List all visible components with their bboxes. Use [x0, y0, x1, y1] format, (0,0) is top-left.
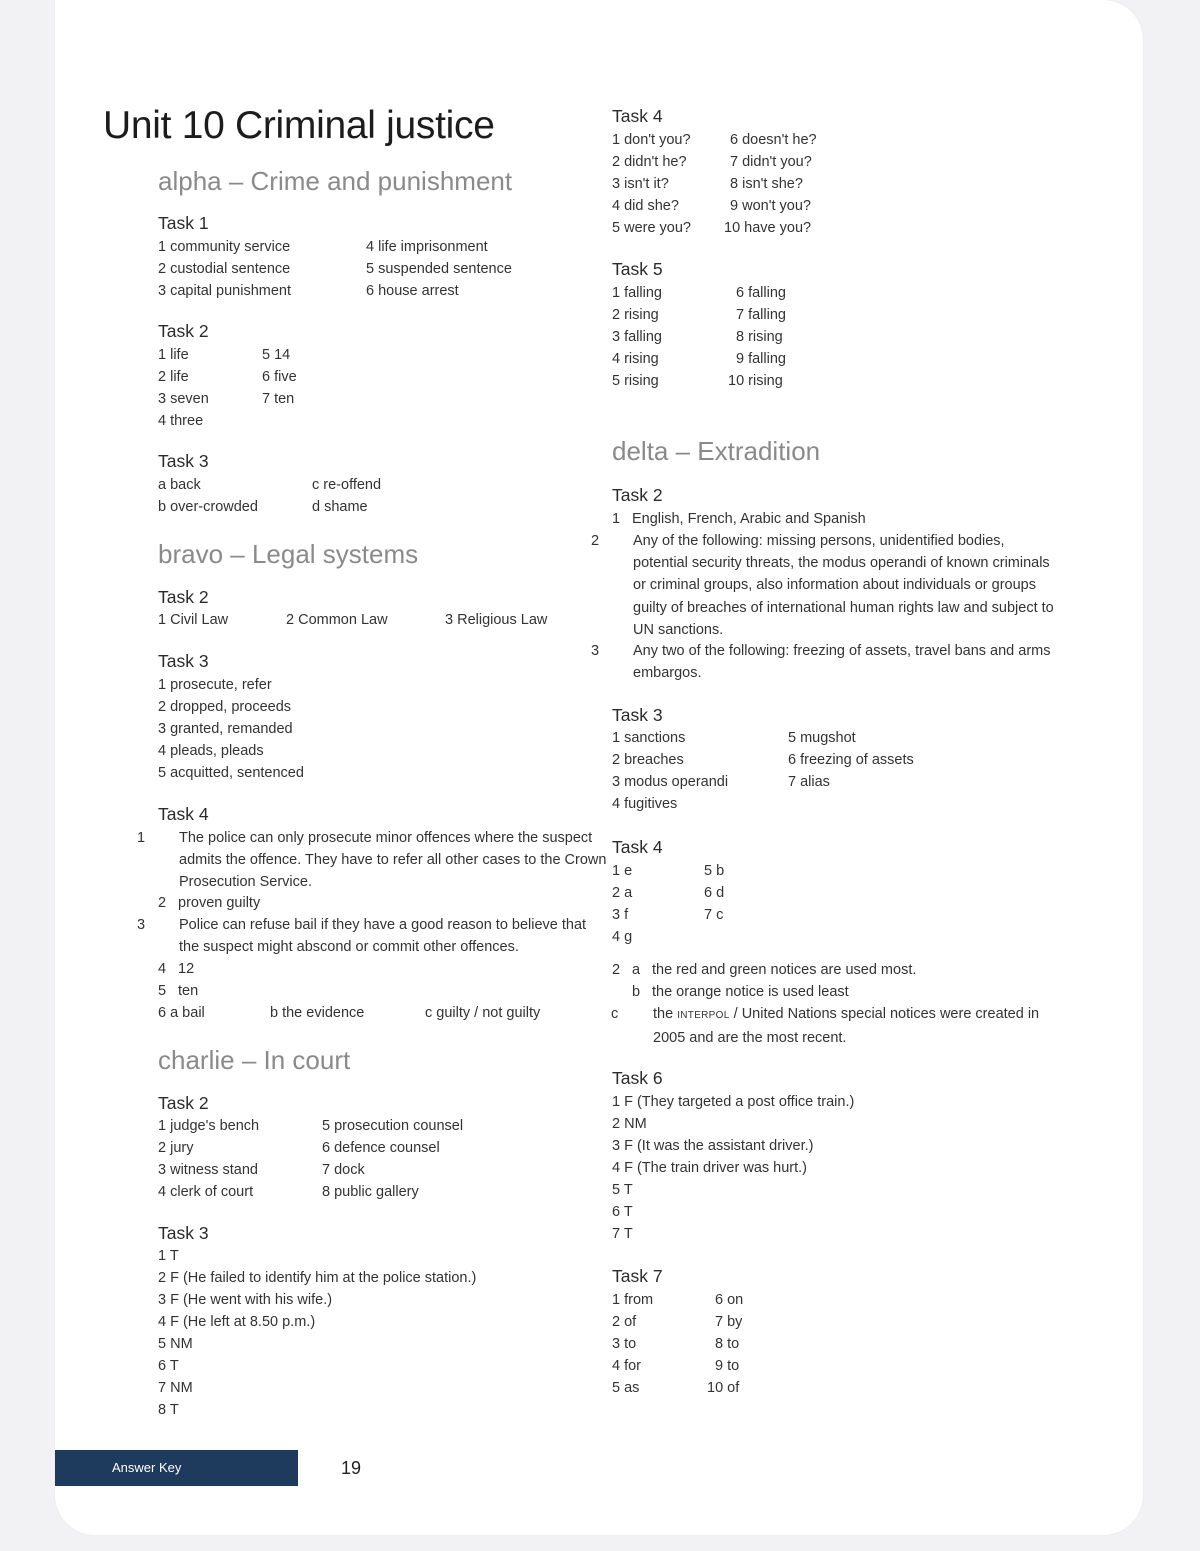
answer-paragraph: 2 Any of the following: missing persons, unidentified bodies, potential security threats, the modus operandi of known criminals or criminal groups, also information about individuals or groups guilty of breaches of international human rights law and subject to UN sanctions.	[591, 533, 1054, 638]
list-item: 6 T	[158, 1358, 179, 1374]
section-title-alpha: alpha – Crime and punishment	[158, 166, 513, 196]
list-item: 6 falling	[736, 285, 786, 301]
list-item: 4 F (He left at 8.50 p.m.)	[158, 1314, 316, 1330]
list-item: 1 don't you?	[612, 132, 691, 148]
list-item: 7 ten	[262, 391, 295, 407]
list-item: 3 capital punishment	[158, 283, 291, 299]
list-item: b the evidence	[270, 1005, 365, 1021]
list-item: 4 three	[158, 413, 204, 429]
list-item: b over-crowded	[158, 499, 258, 515]
list-item: 1 English, French, Arabic and Spanish	[612, 511, 866, 527]
list-item: 3 isn't it?	[612, 176, 669, 192]
list-item: 7 c	[704, 907, 724, 923]
list-item: 8 T	[158, 1402, 179, 1418]
list-item: 6 freezing of assets	[788, 752, 914, 768]
list-item: 1 community service	[158, 239, 291, 255]
list-item: 6 defence counsel	[322, 1140, 440, 1156]
list-item: 4 fugitives	[612, 796, 678, 812]
list-item: c guilty / not guilty	[425, 1005, 541, 1021]
list-item: 2 custodial sentence	[158, 261, 291, 277]
list-item: 5 14	[262, 347, 291, 363]
answer-paragraph: 3 Any two of the following: freezing of assets, travel bans and arms embargos.	[591, 643, 1051, 682]
list-item: c re-offend	[312, 477, 382, 493]
list-item: 2 breaches	[612, 752, 684, 768]
list-item: 7 by	[715, 1314, 743, 1330]
list-item: 2 a	[612, 885, 633, 901]
list-item: 4 clerk of court	[158, 1184, 254, 1200]
list-item: 5 ten	[158, 983, 199, 999]
alpha-task2-title: Task 2	[158, 321, 209, 341]
list-item: 4 rising	[612, 351, 659, 367]
list-item: 7 NM	[158, 1380, 193, 1396]
list-item: 3 granted, remanded	[158, 721, 293, 737]
list-item: 2 proven guilty	[158, 895, 261, 911]
list-item: 3 F (He went with his wife.)	[158, 1292, 333, 1308]
list-item: 3 falling	[612, 329, 662, 345]
unit-title: Unit 10 Criminal justice	[103, 104, 495, 147]
delta-task2-title: Task 2	[612, 485, 663, 505]
list-item: 8 rising	[736, 329, 783, 345]
list-item: 5 suspended sentence	[366, 261, 512, 277]
list-item: 1 from	[612, 1292, 654, 1308]
list-item: 7 dock	[322, 1162, 365, 1178]
list-item: 1 F (They targeted a post office train.)	[612, 1094, 855, 1110]
list-item: 4 did she?	[612, 198, 679, 214]
list-item: 4 pleads, pleads	[158, 743, 264, 759]
bravo-task3-title: Task 3	[158, 651, 209, 671]
page-number: 19	[341, 1458, 362, 1478]
list-item: 7 alias	[788, 774, 830, 790]
list-item: 3 to	[612, 1336, 637, 1352]
list-item: 10 have you?	[724, 220, 812, 236]
list-item: 1 life	[158, 347, 189, 363]
list-item: 4 F (The train driver was hurt.)	[612, 1160, 807, 1176]
list-item: 2 rising	[612, 307, 659, 323]
list-item: 4 for	[612, 1358, 642, 1374]
list-item: 5 as	[612, 1380, 640, 1396]
list-item: 1 e	[612, 863, 633, 879]
list-item: 3 seven	[158, 391, 209, 407]
delta-task7-title: Task 7	[612, 1266, 663, 1286]
list-item: 6 five	[262, 369, 297, 385]
delta-task4-title: Task 4	[612, 837, 663, 857]
list-item: 6 d	[704, 885, 725, 901]
charlie-task2-title: Task 2	[158, 1093, 209, 1113]
list-item: 10 rising	[728, 373, 783, 389]
delta-task6-title: Task 6	[612, 1068, 663, 1088]
list-item: 5 were you?	[612, 220, 691, 236]
charlie-task3-title: Task 3	[158, 1223, 209, 1243]
list-item: 5 b	[704, 863, 725, 879]
answer-paragraph: 3 Police can refuse bail if they have a good reason to believe that the suspect might abscond or commit other offences.	[137, 917, 587, 956]
list-item: 8 public gallery	[322, 1184, 419, 1200]
list-item: 5 NM	[158, 1336, 193, 1352]
list-item: 6 a bail	[158, 1005, 205, 1021]
alpha-task3-title: Task 3	[158, 451, 209, 471]
list-item: 5 prosecution counsel	[322, 1118, 464, 1134]
list-item: a back	[158, 477, 201, 493]
list-item: b the orange notice is used least	[632, 984, 849, 1000]
list-item: 3 witness stand	[158, 1162, 258, 1178]
delta-task3-title: Task 3	[612, 705, 663, 725]
right-task5-title: Task 5	[612, 259, 663, 279]
list-item: 2 life	[158, 369, 189, 385]
list-item: 5 mugshot	[788, 730, 856, 746]
answer-paragraph: 1 The police can only prosecute minor offences where the suspect admits the offence. They have to refer all other cases to the Crown Prosecution Service.	[137, 830, 607, 891]
list-item: 7 falling	[736, 307, 786, 323]
list-item: 7 didn't you?	[730, 154, 812, 170]
right-task4-title: Task 4	[612, 106, 663, 126]
list-item: 3 F (It was the assistant driver.)	[612, 1138, 814, 1154]
list-item: 7 T	[612, 1226, 633, 1242]
alpha-task1-title: Task 1	[158, 213, 209, 233]
list-item: 2 dropped, proceeds	[158, 699, 292, 715]
list-item: 2 jury	[158, 1140, 194, 1156]
list-item: 6 on	[715, 1292, 744, 1308]
list-item: 9 to	[715, 1358, 740, 1374]
list-item: 4 life imprisonment	[366, 239, 488, 255]
list-item: 10 of	[707, 1380, 740, 1396]
list-item: 5 T	[612, 1182, 633, 1198]
bravo-task2-title: Task 2	[158, 587, 209, 607]
section-title-bravo: bravo – Legal systems	[158, 539, 419, 569]
list-item: 6 T	[612, 1204, 633, 1220]
section-title-delta: delta – Extradition	[612, 436, 821, 466]
footer-bar	[55, 1450, 298, 1486]
list-item: 6 doesn't he?	[730, 132, 817, 148]
list-item: 3 modus operandi	[612, 774, 729, 790]
list-item: 1 falling	[612, 285, 662, 301]
bravo-task4-title: Task 4	[158, 804, 209, 824]
list-item: 5 acquitted, sentenced	[158, 765, 304, 781]
list-item: 8 isn't she?	[730, 176, 803, 192]
list-item: 1 prosecute, refer	[158, 677, 272, 693]
list-item: 2 a the red and green notices are used most.	[612, 962, 917, 978]
list-item: 2 didn't he?	[612, 154, 687, 170]
list-item: 2 F (He failed to identify him at the police station.)	[158, 1270, 477, 1286]
list-item: 2 of	[612, 1314, 637, 1330]
list-item: 6 house arrest	[366, 283, 459, 299]
list-item: 8 to	[715, 1336, 740, 1352]
list-item: 9 won't you?	[730, 198, 811, 214]
list-item: 1 judge's bench	[158, 1118, 260, 1134]
list-item: 4 12	[158, 961, 195, 977]
list-item: 4 g	[612, 929, 633, 945]
list-item: d shame	[312, 499, 368, 515]
list-item: 3 Religious Law	[445, 612, 548, 628]
section-title-charlie: charlie – In court	[158, 1045, 351, 1075]
list-item: 5 rising	[612, 373, 659, 389]
list-item: 3 f	[612, 907, 629, 923]
list-item: 1 T	[158, 1248, 179, 1264]
list-item: 1 sanctions	[612, 730, 686, 746]
footer-label: Answer Key	[112, 1460, 182, 1475]
list-item: 1 Civil Law	[158, 612, 229, 628]
list-item: 2 Common Law	[286, 612, 388, 628]
answer-paragraph: c the INTERPOL / United Nations special notices were created in 2005 and are the most recent.	[611, 1006, 1040, 1047]
list-item: 2 NM	[612, 1116, 647, 1132]
list-item: 9 falling	[736, 351, 786, 367]
